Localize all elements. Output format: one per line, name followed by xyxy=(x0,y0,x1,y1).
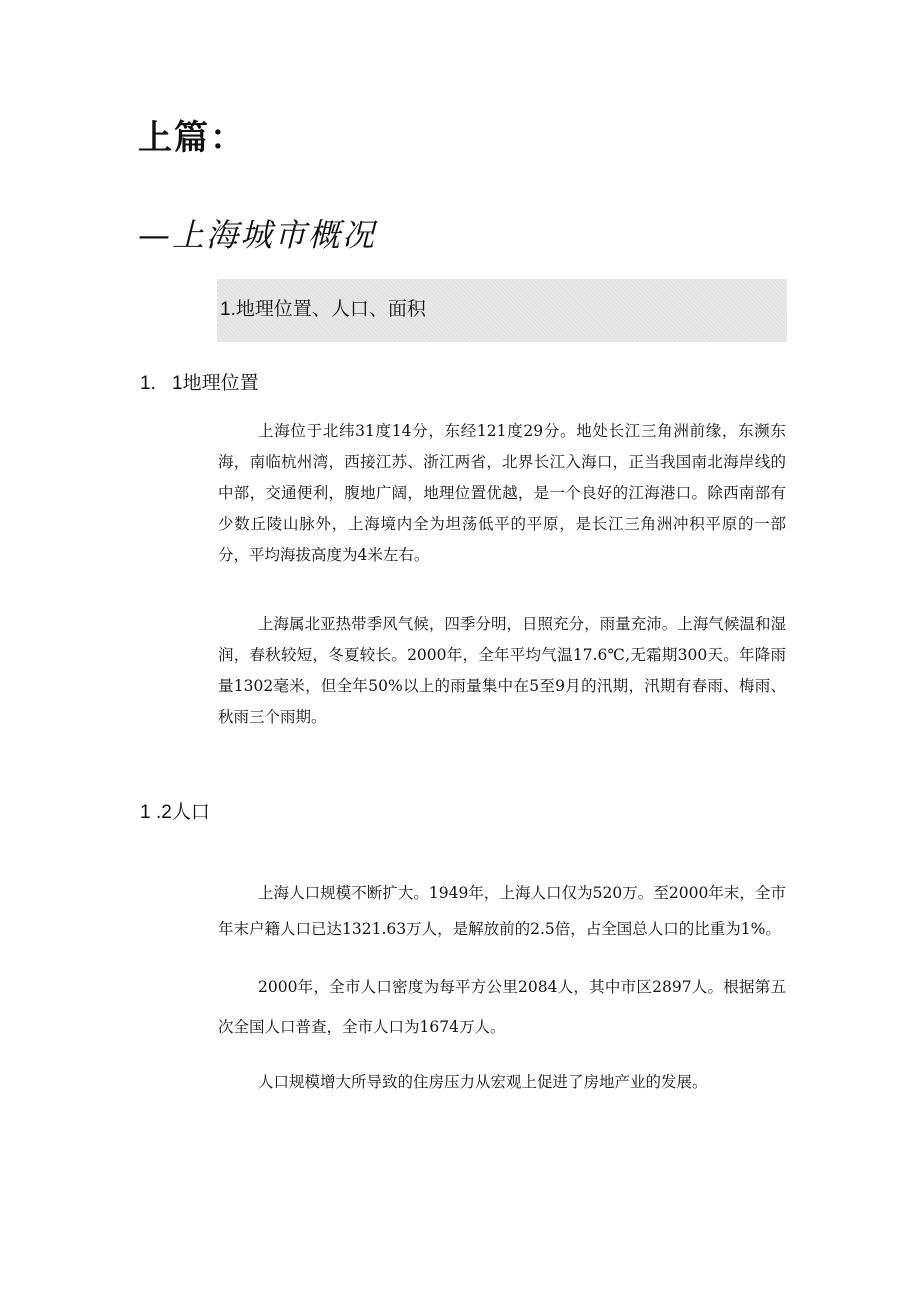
paragraph-population-housing: 人口规模增大所导致的住房压力从宏观上促进了房地产业的发展。 xyxy=(258,1073,708,1091)
subsection-title: 1地理位置 xyxy=(172,373,259,394)
subsection-number: 1. xyxy=(140,373,156,394)
paragraph-geography-climate: 上海属北亚热带季风气候，四季分明，日照充分，雨量充沛。上海气候温和湿润，春秋较短，冬夏较长。2000年，全年平均气温17.6℃,无霜期300天。年降雨量1302毫米，但全年50%以上的雨量集中在5至9月的汛期，汛期有春雨、梅雨、秋雨三个雨期。 xyxy=(218,615,786,726)
chapter-title: —上海城市概况 xyxy=(138,216,377,254)
section-heading-box xyxy=(217,279,787,342)
paragraph-geography-location: 上海位于北纬31度14分，东经121度29分。地处长江三角洲前缘，东濒东海，南临杭州湾，西接江苏、浙江两省，北界长江入海口，正当我国南北海岸线的中部，交通便利，腹地广阔，地理位置优越，是一个良好的江海港口。除西南部有少数丘陵山脉外，上海境内全为坦荡低平的平原，是长江三角洲冲积平原的一部分，平均海拔高度为4米左右。 xyxy=(218,422,786,564)
paragraph-population-growth: 上海人口规模不断扩大。1949年，上海人口仅为520万。至2000年末，全市年末户籍人口已达1321.63万人，是解放前的2.5倍，占全国总人口的比重为1%。 xyxy=(218,884,786,938)
subsection-geography-heading xyxy=(140,371,259,397)
subsection-number: 1 xyxy=(140,802,151,823)
subsection-population-heading xyxy=(140,800,210,826)
part-title: 上篇： xyxy=(138,118,246,158)
paragraph-population-density: 2000年，全市人口密度为每平方公里2084人，其中市区2897人。根据第五次全国人口普查，全市人口为1674万人。 xyxy=(218,978,786,1036)
subsection-title: .2人口 xyxy=(156,802,210,823)
section-title: 1.地理位置、人口、面积 xyxy=(220,299,426,320)
